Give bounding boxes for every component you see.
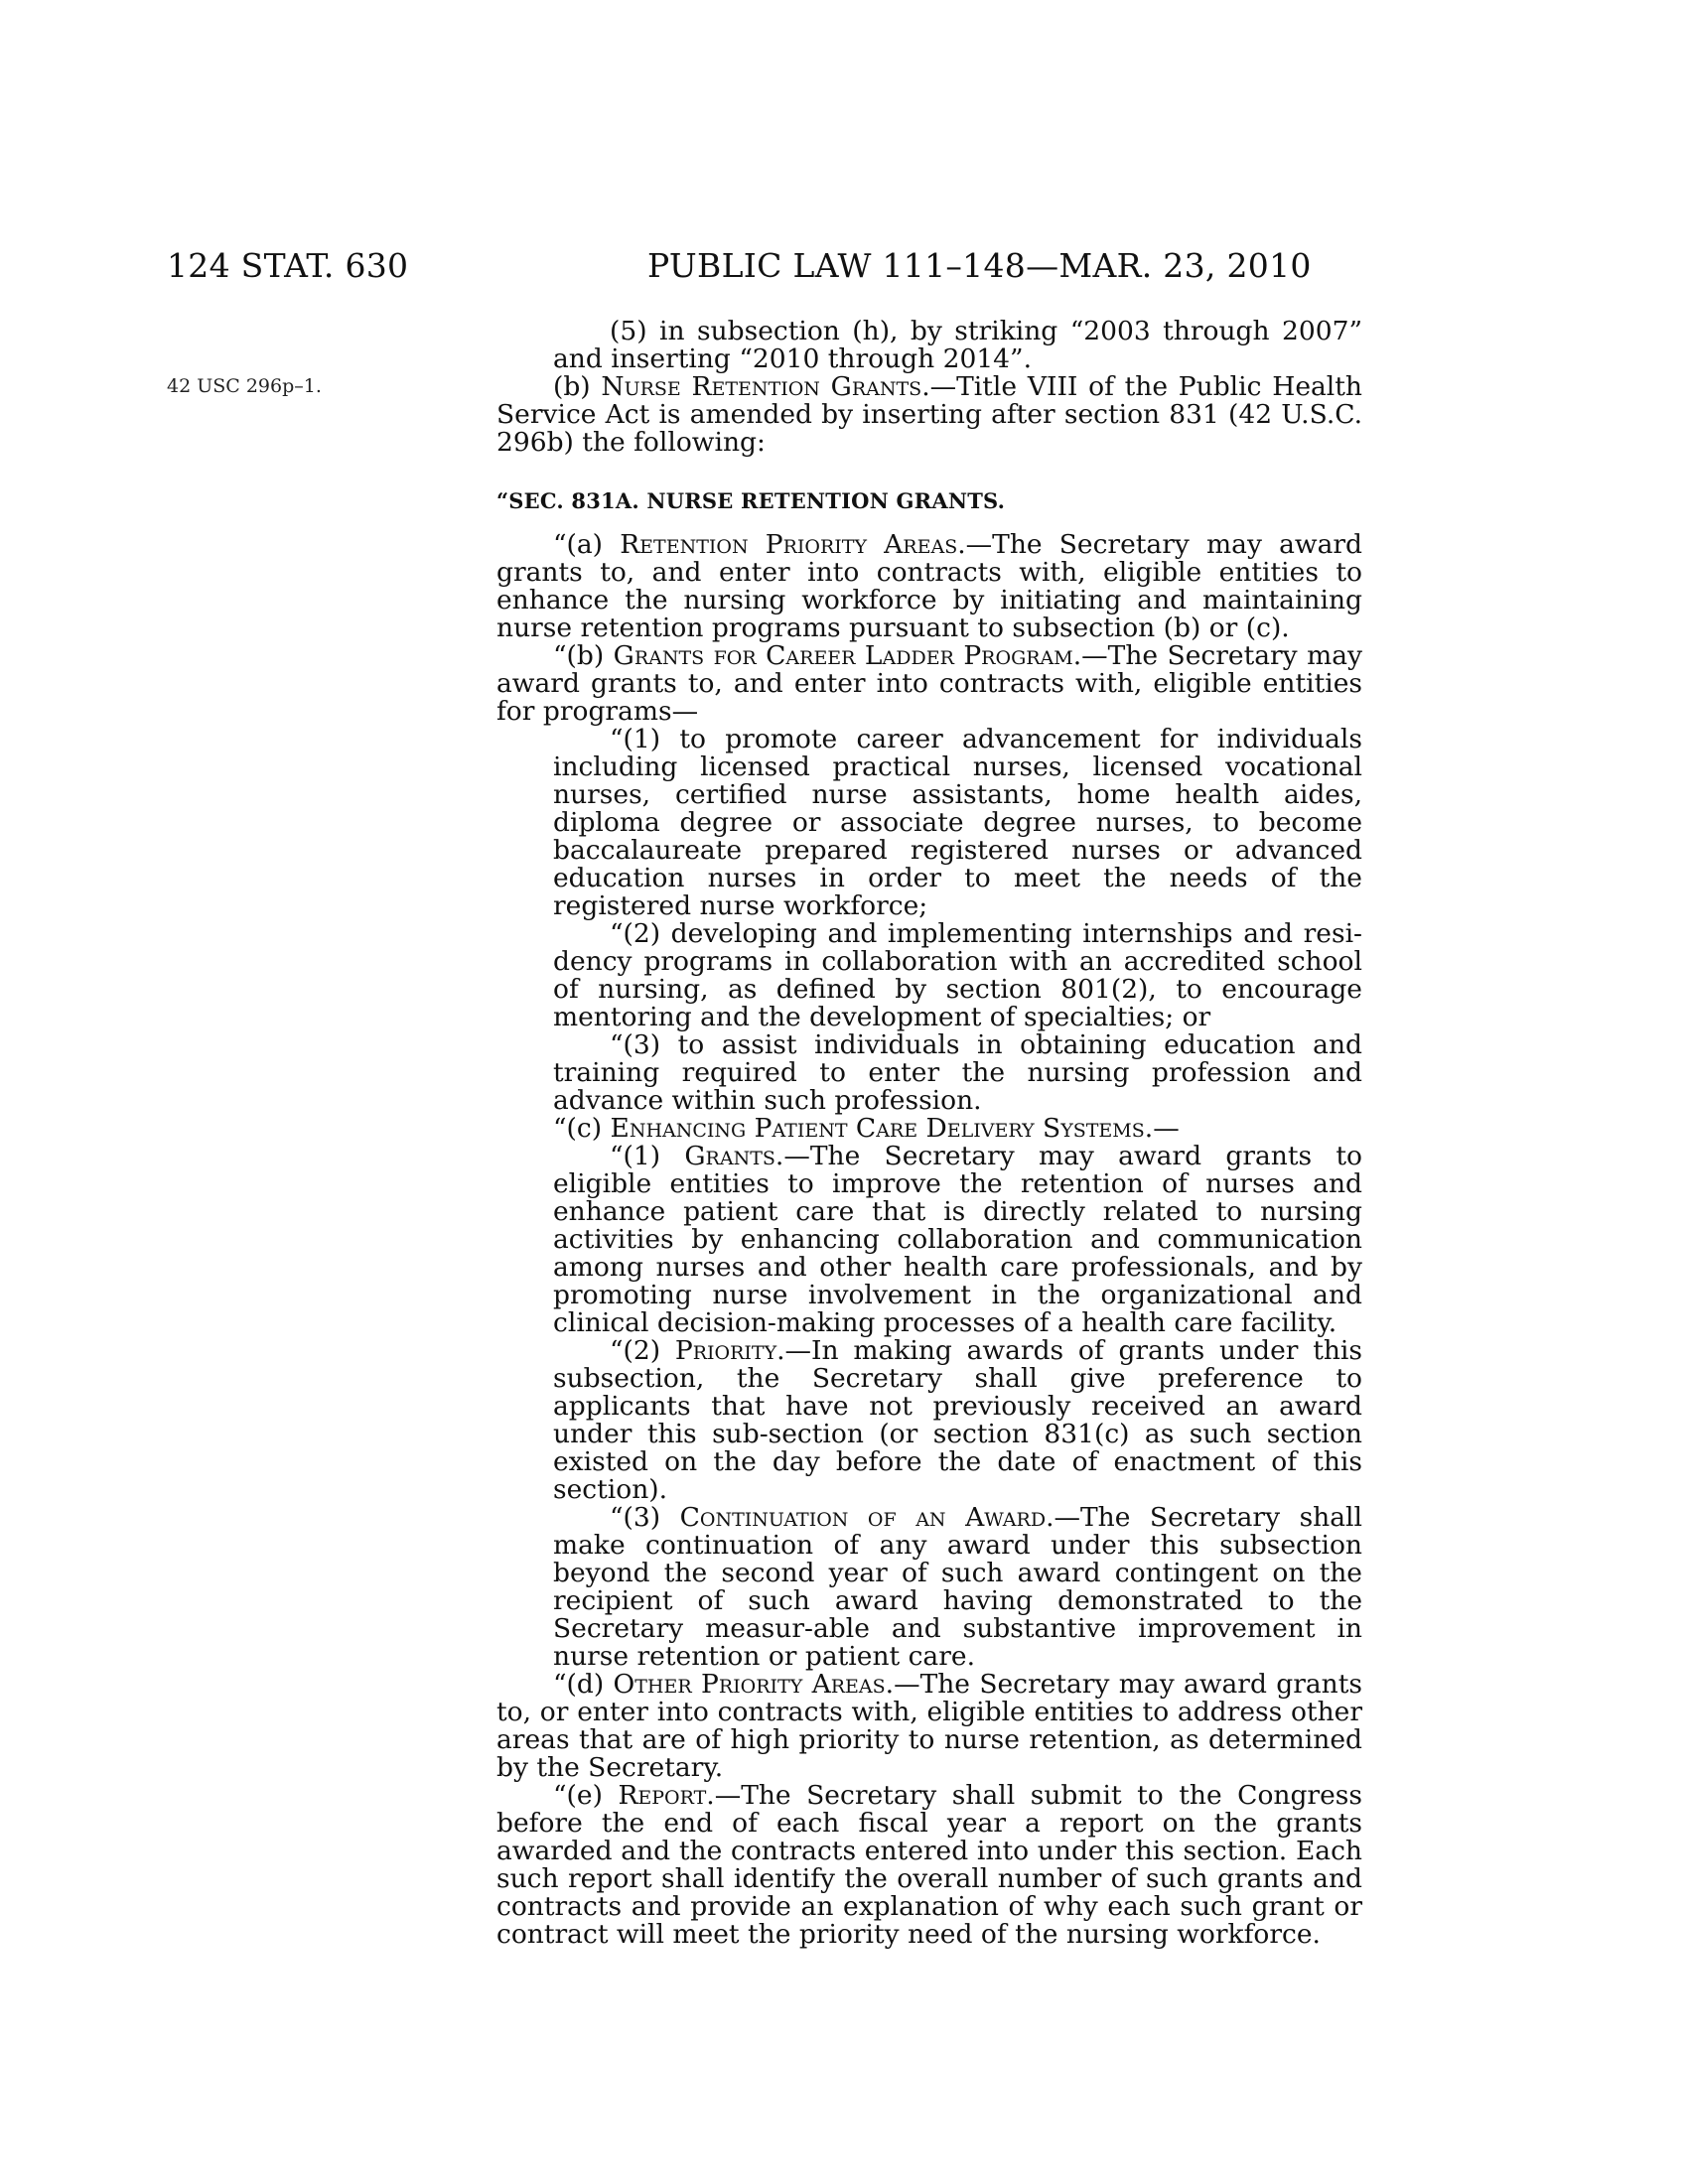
heading: Grants (684, 1141, 775, 1171)
text: .—The Secretary may award grants to eligible entities to improve the retention of nurses and enhance patient care that is directly related to nursing activities by enhancing collaboration and communication among nurses and other health care professionals, and by promoting nurse involvement in the organizational and clinical decision-making processes of a health care facility. (553, 1141, 1362, 1338)
margin-citation: 42 USC 296p–1. (167, 375, 322, 397)
stat-reference: 124 STAT. 630 (167, 246, 409, 285)
label: “(b) (553, 640, 614, 671)
heading: Grants for Career Ladder Program (613, 640, 1073, 671)
text: .—The Secretary may award grants to, or enter into contracts with, eligible entities to address other areas that are of high priority to nurse retention, as determined by the Secretary. (496, 1669, 1362, 1783)
text: .—The Secretary shall make continuation of any award under this subsection beyond the second year of such award contingent on the recipient of such award having demonstrated to the Secretary measur-able and substantive improvement in nurse retention or patient care. (553, 1502, 1362, 1672)
heading: Retention Priority Areas (620, 529, 958, 560)
text: .— (1144, 1113, 1180, 1144)
text: .—The Secretary may award grants to, and enter into contracts with, eligible entities to enhance the nursing workforce by initiating and maintaining nurse retention programs pursuant to subsection (b) or (c). (496, 529, 1363, 643)
heading: Priority (674, 1335, 777, 1366)
label: (b) (553, 371, 602, 402)
subsection-b (496, 642, 1362, 726)
text: .—Title VIII of the Public Health Service Act is amended by inserting after section 831 (42 U.S.C. 296b) the following: (496, 371, 1363, 458)
label: “(2) (610, 1335, 675, 1366)
subsection-c (496, 1115, 1362, 1143)
heading: Other Priority Areas (613, 1669, 886, 1700)
subsection-e (496, 1782, 1362, 1949)
document-body (496, 318, 1362, 1949)
paragraph-5: (5) in subsection (h), by striking “2003 through 2007” and inserting “2010 through 2014”. (553, 316, 1362, 374)
page-header (0, 246, 1688, 286)
label: “(d) (553, 1669, 614, 1700)
text: .—The Secretary may award grants to, and enter into contracts with, eligible entities for programs— (496, 640, 1363, 727)
label: “(c) (553, 1113, 611, 1144)
subsection-a (496, 531, 1362, 642)
label: “(a) (553, 529, 621, 560)
subsection-b-3: “(3) to assist individuals in obtaining education and training required to enter the nursing profession and advance within such profession. (553, 1029, 1362, 1116)
heading: Continuation of an Award (679, 1502, 1047, 1533)
text: .—In making awards of grants under this subsection, the Secretary shall give preference to applicants that have not previously received an award under this sub-section (or section 831(c) as such section existed on the day before the date of enactment of this section). (553, 1335, 1362, 1505)
section-heading: “SEC. 831A. NURSE RETENTION GRANTS. (496, 488, 1006, 513)
text: .—The Secretary shall submit to the Congress before the end of each fiscal year a report on the grants awarded and the contracts entered into under this section. Each such report shall identify the overall number of such grants and contracts and provide an explanation of why each such grant or contract will meet the priority need of the nursing workforce. (496, 1780, 1362, 1950)
heading: Nurse Retention Grants (601, 371, 922, 402)
label: “(1) (610, 1141, 685, 1171)
subsection-c-3 (496, 1504, 1362, 1671)
subsection-b-1: “(1) to promote career advancement for individuals including licensed practical nurses, licensed vocational nurses, certified nurse assistants, home health aides, diploma degree or associate degree nurses, to become baccalaureate prepared registered nurses or advanced education nurses in order to meet the needs of the registered nurse workforce; (553, 724, 1362, 921)
subsection-b-2: “(2) developing and implementing internships and resi-dency programs in collaboration with an accredited school of nursing, as defined by section 801(2), to encourage mentoring and the development of specialties; or (553, 918, 1362, 1032)
label: “(3) (610, 1502, 680, 1533)
label: “(e) (553, 1780, 619, 1811)
running-title: PUBLIC LAW 111–148—MAR. 23, 2010 (647, 246, 1312, 285)
heading: Enhancing Patient Care Delivery Systems (610, 1113, 1145, 1144)
subsection-d (496, 1671, 1362, 1782)
subsection-c-2 (496, 1337, 1362, 1504)
paragraph-b (496, 373, 1362, 457)
subsection-c-1 (496, 1143, 1362, 1337)
heading: Report (618, 1780, 707, 1811)
